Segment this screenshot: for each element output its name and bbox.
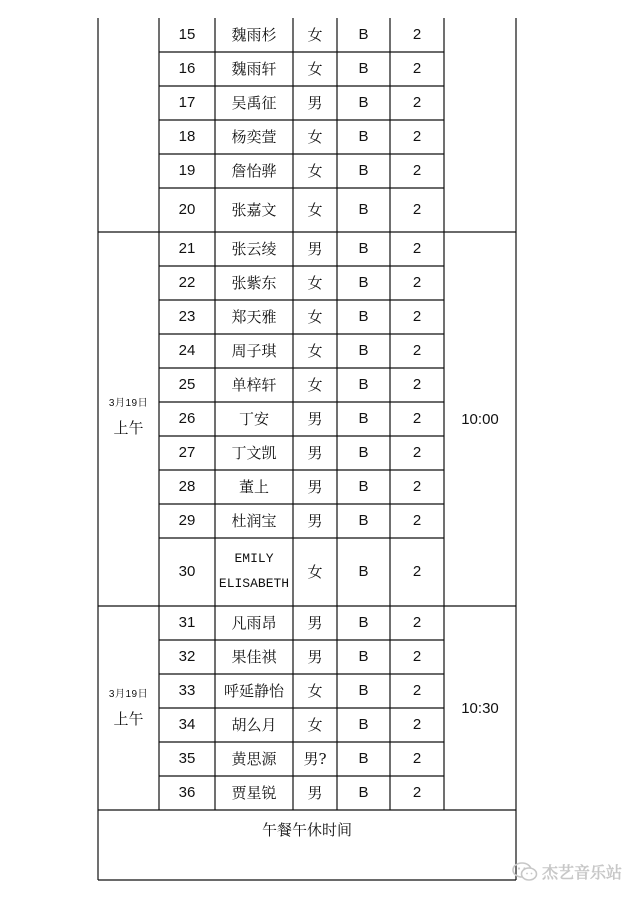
row-number-cell: 19 <box>178 161 196 179</box>
level-cell: B <box>358 200 369 218</box>
date-group-1 <box>98 394 159 438</box>
student-name-cell: 董上 <box>238 477 269 496</box>
row-number-cell: 27 <box>178 443 196 461</box>
gender-cell: 女 <box>307 341 323 360</box>
row-number-cell: 30 <box>178 562 196 580</box>
level-cell: B <box>358 25 369 43</box>
gender-cell: 男 <box>307 409 323 428</box>
grade-cell: 2 <box>412 443 422 461</box>
name-line: ELISABETH <box>218 576 290 591</box>
grade-cell: 2 <box>412 200 422 218</box>
gender-cell: 男 <box>307 613 323 632</box>
grade-cell: 2 <box>412 477 422 495</box>
student-name-cell <box>215 538 293 606</box>
student-name-cell: 贾星锐 <box>231 783 277 802</box>
student-name-cell: 张嘉文 <box>231 200 277 219</box>
grade-cell: 2 <box>412 749 422 767</box>
grade-cell: 2 <box>412 273 422 291</box>
period-label: 上午 <box>113 419 144 437</box>
student-name-cell: 张云绫 <box>231 239 277 258</box>
level-cell: B <box>358 443 369 461</box>
level-cell: B <box>358 783 369 801</box>
row-number-cell: 16 <box>178 59 196 77</box>
gender-cell: 女 <box>307 375 323 394</box>
watermark <box>512 860 622 883</box>
grade-cell: 2 <box>412 613 422 631</box>
row-number-cell: 23 <box>178 307 196 325</box>
row-number-cell: 18 <box>178 127 196 145</box>
lunch-break-label: 午餐午休时间 <box>261 820 352 839</box>
gender-cell: 男 <box>307 511 323 530</box>
gender-cell: 男 <box>307 647 323 666</box>
gender-cell: 女 <box>307 681 323 700</box>
row-number-cell: 22 <box>178 273 196 291</box>
row-number-cell: 26 <box>178 409 196 427</box>
row-number-cell: 29 <box>178 511 196 529</box>
grade-cell: 2 <box>412 375 422 393</box>
grade-cell: 2 <box>412 93 422 111</box>
grade-cell: 2 <box>412 161 422 179</box>
row-number-cell: 28 <box>178 477 196 495</box>
grade-cell: 2 <box>412 783 422 801</box>
grade-cell: 2 <box>412 25 422 43</box>
student-name-cell: 丁文凯 <box>231 443 277 462</box>
level-cell: B <box>358 477 369 495</box>
level-cell: B <box>358 239 369 257</box>
gender-cell: 女 <box>307 59 323 78</box>
time-slot-1: 10:00 <box>461 410 499 428</box>
level-cell: B <box>358 93 369 111</box>
grade-cell: 2 <box>412 239 422 257</box>
student-name-cell: 张紫东 <box>231 273 277 292</box>
student-name-cell: 果佳祺 <box>231 647 277 666</box>
level-cell: B <box>358 59 369 77</box>
gender-cell: 女 <box>307 273 323 292</box>
name-line: EMILY <box>234 551 274 567</box>
gender-cell: 女 <box>307 307 323 326</box>
level-cell: B <box>358 375 369 393</box>
row-number-cell: 21 <box>178 239 196 257</box>
row-number-cell: 32 <box>178 647 196 665</box>
gender-cell: 男 <box>307 477 323 496</box>
gender-cell: 女 <box>307 127 323 146</box>
student-name-cell: 黄思源 <box>231 749 277 768</box>
grade-cell: 2 <box>412 127 422 145</box>
grade-cell: 2 <box>412 341 422 359</box>
level-cell: B <box>358 409 369 427</box>
grade-cell: 2 <box>412 562 422 580</box>
level-cell: B <box>358 273 369 291</box>
level-cell: B <box>358 715 369 733</box>
grade-cell: 2 <box>412 681 422 699</box>
gender-cell: 男 <box>307 443 323 462</box>
level-cell: B <box>358 161 369 179</box>
row-number-cell: 31 <box>178 613 196 631</box>
row-number-cell: 20 <box>178 200 196 218</box>
grade-cell: 2 <box>412 307 422 325</box>
student-name-cell: 吴禹征 <box>231 93 277 112</box>
student-name-cell: 郑天雅 <box>231 307 277 326</box>
student-name-cell: 周子琪 <box>231 341 277 360</box>
level-cell: B <box>358 511 369 529</box>
level-cell: B <box>358 647 369 665</box>
level-cell: B <box>358 307 369 325</box>
grade-cell: 2 <box>412 59 422 77</box>
row-number-cell: 36 <box>178 783 196 801</box>
gender-cell: 男 <box>307 783 323 802</box>
student-name-cell: 凡雨昂 <box>231 613 277 632</box>
watermark-text: 杰艺音乐站 <box>541 863 622 882</box>
row-number-cell: 25 <box>178 375 196 393</box>
gender-cell: 男 <box>307 239 323 258</box>
gender-cell: 女 <box>307 200 323 219</box>
student-name-cell: 单梓轩 <box>231 375 277 394</box>
student-name-cell: 魏雨轩 <box>231 59 277 78</box>
row-number-cell: 33 <box>178 681 196 699</box>
level-cell: B <box>358 681 369 699</box>
row-number-cell: 24 <box>178 341 196 359</box>
gender-cell: 男 <box>307 93 323 112</box>
grade-cell: 2 <box>412 715 422 733</box>
gender-cell: 女 <box>307 25 323 44</box>
level-cell: B <box>358 613 369 631</box>
student-name-cell: 杨奕萱 <box>231 127 277 146</box>
gender-cell: 女 <box>307 562 323 581</box>
gender-cell: 女 <box>307 715 323 734</box>
row-number-cell: 17 <box>178 93 196 111</box>
period-label: 上午 <box>113 710 144 728</box>
student-name-cell: 魏雨杉 <box>231 25 277 44</box>
date-label: 3月19日 <box>108 689 149 700</box>
student-name-cell: 杜润宝 <box>231 511 277 530</box>
student-name-cell: 丁安 <box>238 409 269 428</box>
level-cell: B <box>358 341 369 359</box>
student-name-cell: 胡么月 <box>231 715 277 734</box>
student-name-cell: 呼延静怡 <box>223 681 284 700</box>
row-number-cell: 15 <box>178 25 196 43</box>
grade-cell: 2 <box>412 511 422 529</box>
time-slot-2: 10:30 <box>461 699 499 717</box>
grade-cell: 2 <box>412 409 422 427</box>
student-name-cell: 詹怡骅 <box>231 161 277 180</box>
gender-cell: 女 <box>307 161 323 180</box>
wechat-icon <box>512 861 538 883</box>
level-cell: B <box>358 749 369 767</box>
grade-cell: 2 <box>412 647 422 665</box>
date-group-2 <box>98 685 159 729</box>
level-cell: B <box>358 127 369 145</box>
row-number-cell: 35 <box>178 749 196 767</box>
row-number-cell: 34 <box>178 715 196 733</box>
date-label: 3月19日 <box>108 398 149 409</box>
gender-cell: 男? <box>303 749 327 768</box>
level-cell: B <box>358 562 369 580</box>
